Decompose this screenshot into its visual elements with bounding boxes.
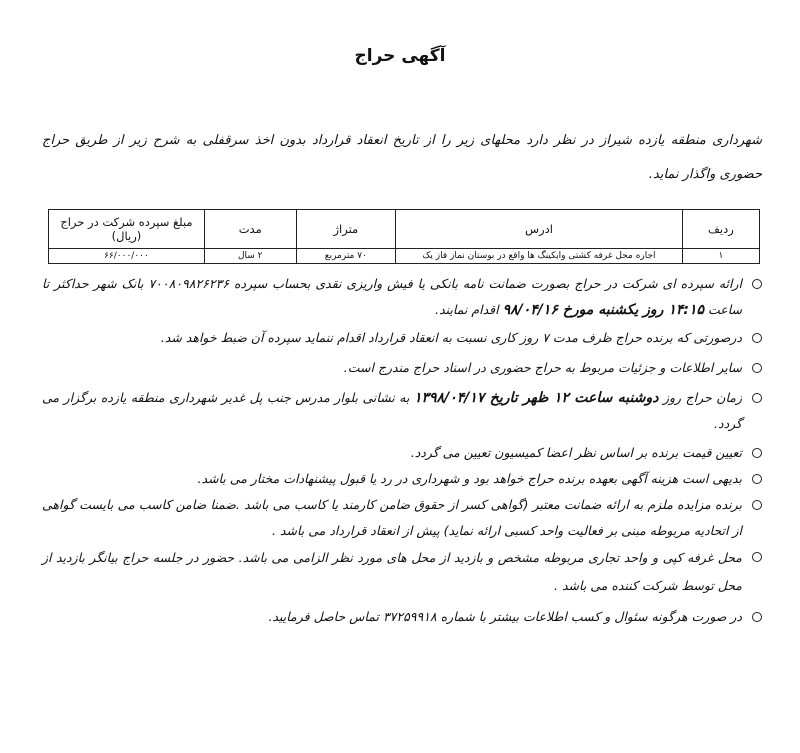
cell-duration: ۲ سال [204,249,296,264]
condition-text: اقدام نمایند. [435,302,503,317]
condition-documents [42,355,762,381]
circle-bullet-icon [752,363,762,373]
conditions-list [42,271,762,636]
circle-bullet-icon [752,333,762,343]
condition-text: سایر اطلاعات و جزئیات مربوط به حراج حضوری در اسناد حراج مندرج است. [343,360,742,375]
condition-guarantee [42,492,762,544]
circle-bullet-icon [752,552,762,562]
circle-bullet-icon [752,279,762,289]
condition-text: زمان حراج روز [658,390,742,405]
table-header-row [49,210,760,249]
circle-bullet-icon [752,474,762,484]
condition-text: محل غرفه کپی و واحد تجاری مربوطه مشخص و بازدید از محل های مورد نظر الزامی می باشد. حضور در جلسه حراج بیانگر بازدید از محل توسط شرکت کننده می باشد . [42,550,742,593]
condition-text: بدیهی است هزینه آگهی بعهده برنده حراج خواهد بود و شهرداری در رد یا قبول پیشنهادات مختار می باشد. [197,471,742,486]
auction-datetime: دوشنبه ساعت ۱۲ ظهر تاریخ ۱۳۹۸/۰۴/۱۷ [414,390,659,406]
condition-text: ارائه سپرده ای شرکت در حراج بصورت ضمانت نامه بانکی یا فیش واریزی نقدی بحساب سپرده ۷۰۰۸۰۹۸۲۶۲۳۶ بانک شهر حداکثر تا ساعت [42,276,743,317]
condition-auction-time [42,385,762,437]
condition-text: در صورت هرگونه سئوال و کسب اطلاعات بیشتر با شماره ۳۷۲۵۹۹۱۸ تماس حاصل فرمایید. [268,609,742,624]
condition-text: تعیین قیمت برنده بر اساس نظر اعضا کمیسیون تعیین می گردد. [410,445,742,460]
condition-pricing [42,440,762,466]
intro-paragraph: شهرداری منطقه یازده شیراز در نظر دارد محلهای زیر را از تاریخ انعقاد قرارداد بدون اخذ سرقفلی به شرح زیر از طریق حراج حضوری واگذار نماید. [42,133,762,182]
condition-site-visit [42,544,762,600]
condition-text: درصورتی که برنده حراج ظرف مدت ۷ روز کاری نسبت به انعقاد قرارداد اقدام ننماید سپرده آن ضبط خواهد شد. [160,330,742,345]
circle-bullet-icon [752,612,762,622]
cell-row-number: ۱ [682,249,759,264]
header-duration: مدت [204,210,296,249]
condition-forfeit [42,325,762,351]
notice-title: آگهی حراج [354,46,446,66]
header-area: متراژ [296,210,396,249]
header-deposit: مبلغ سپرده شرکت در حراج (ریال) [49,210,205,249]
circle-bullet-icon [752,448,762,458]
cell-area: ۷۰ مترمربع [296,249,396,264]
cell-address: اجاره محل غرفه کشتی وایکینگ ها واقع در بوستان نماز فاز یک [396,249,683,264]
circle-bullet-icon [752,500,762,510]
condition-text: به نشانی بلوار مدرس جنب پل غدیر شهرداری منطقه یازده برگزار می گردد. [42,390,742,431]
header-row-number: ردیف [682,210,759,249]
condition-deposit [42,271,762,323]
cell-deposit: ۶۶/۰۰۰/۰۰۰ [49,249,205,264]
condition-text: برنده مزایده ملزم به ارائه ضمانت معتبر (گواهی کسر از حقوق ضامن کارمند یا کاسب می باشد .ضمنا ضامن کاسب می بایست گواهی از اتحادیه مربوطه مبنی بر فعالیت واحد کسبی ارائه نماید) پیش از انعقاد قرارداد می باشد . [42,497,742,538]
auction-items-table [48,209,760,264]
condition-ad-cost [42,466,762,492]
circle-bullet-icon [752,393,762,403]
header-address: ادرس [396,210,683,249]
condition-contact [42,604,762,630]
table-row [49,249,760,264]
deposit-deadline: ۱۴:۱۵ روز یکشنبه مورخ ۹۸/۰۴/۱۶ [502,302,704,318]
